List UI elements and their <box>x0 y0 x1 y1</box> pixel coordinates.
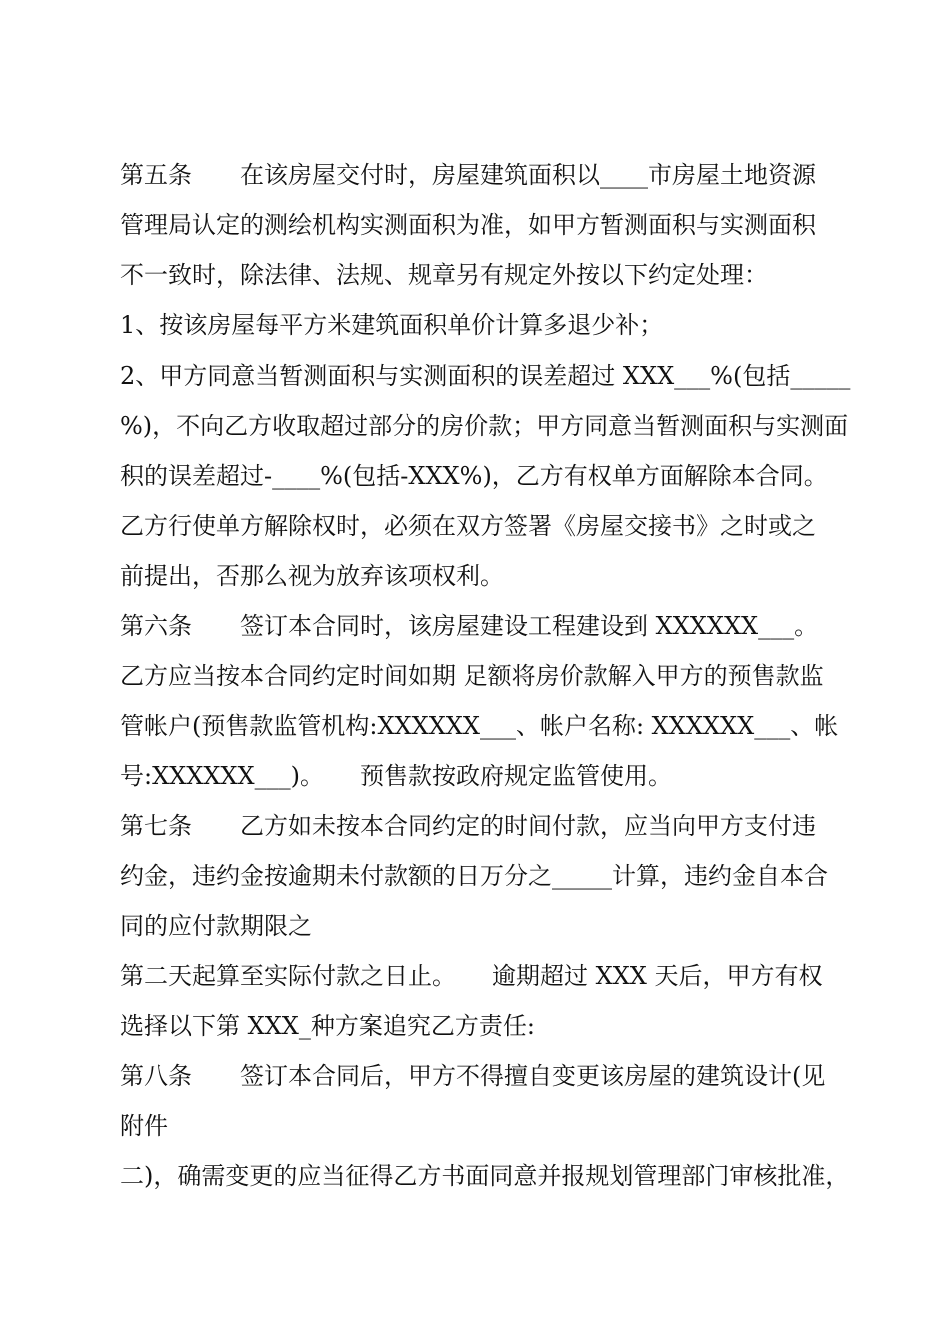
text-line: 管理局认定的测绘机构实测面积为准，如甲方暂测面积与实测面积 <box>120 211 816 239</box>
text-line: 第六条 签订本合同时，该房屋建设工程建设到 XXXXXX___。 <box>120 612 819 640</box>
text-line: 1、按该房屋每平方米建筑面积单价计算多退少补； <box>120 311 664 339</box>
text-line: 积的误差超过-____%(包括-XXX%)，乙方有权单方面解除本合同。 <box>120 462 828 490</box>
text-line: %)，不向乙方收取超过部分的房价款；甲方同意当暂测面积与实测面 <box>120 412 849 440</box>
text-line: 附件 <box>120 1112 168 1140</box>
text-line: 乙方应当按本合同约定时间如期 足额将房价款解入甲方的预售款监 <box>120 662 824 690</box>
text-line: 选择以下第 XXX_种方案追究乙方责任: <box>120 1012 535 1040</box>
text-line: 乙方行使单方解除权时，必须在双方签署《房屋交接书》之时或之 <box>120 512 816 540</box>
text-line: 不一致时，除法律、法规、规章另有规定外按以下约定处理： <box>120 261 768 289</box>
text-line: 前提出，否那么视为放弃该项权利。 <box>120 562 504 590</box>
text-line: 二)，确需变更的应当征得乙方书面同意并报规划管理部门审核批准， <box>120 1162 850 1190</box>
text-line: 号:XXXXXX___)。 预售款按政府规定监管使用。 <box>120 762 672 790</box>
text-line: 第二天起算至实际付款之日止。 逾期超过 XXX 天后，甲方有权 <box>120 962 823 990</box>
text-line: 第八条 签订本合同后，甲方不得擅自变更该房屋的建筑设计(见 <box>120 1062 826 1090</box>
text-line: 管帐户(预售款监管机构:XXXXXX___、帐户名称: XXXXXX___、帐 <box>120 712 839 740</box>
text-line: 约金，违约金按逾期未付款额的日万分之_____计算，违约金自本合 <box>120 862 828 890</box>
text-line: 同的应付款期限之 <box>120 912 312 940</box>
text-line: 第五条 在该房屋交付时，房屋建筑面积以____市房屋土地资源 <box>120 161 816 189</box>
text-line: 第七条 乙方如未按本合同约定的时间付款，应当向甲方支付违 <box>120 812 816 840</box>
text-line: 2、甲方同意当暂测面积与实测面积的误差超过 XXX___%(包括_____ <box>120 362 851 390</box>
